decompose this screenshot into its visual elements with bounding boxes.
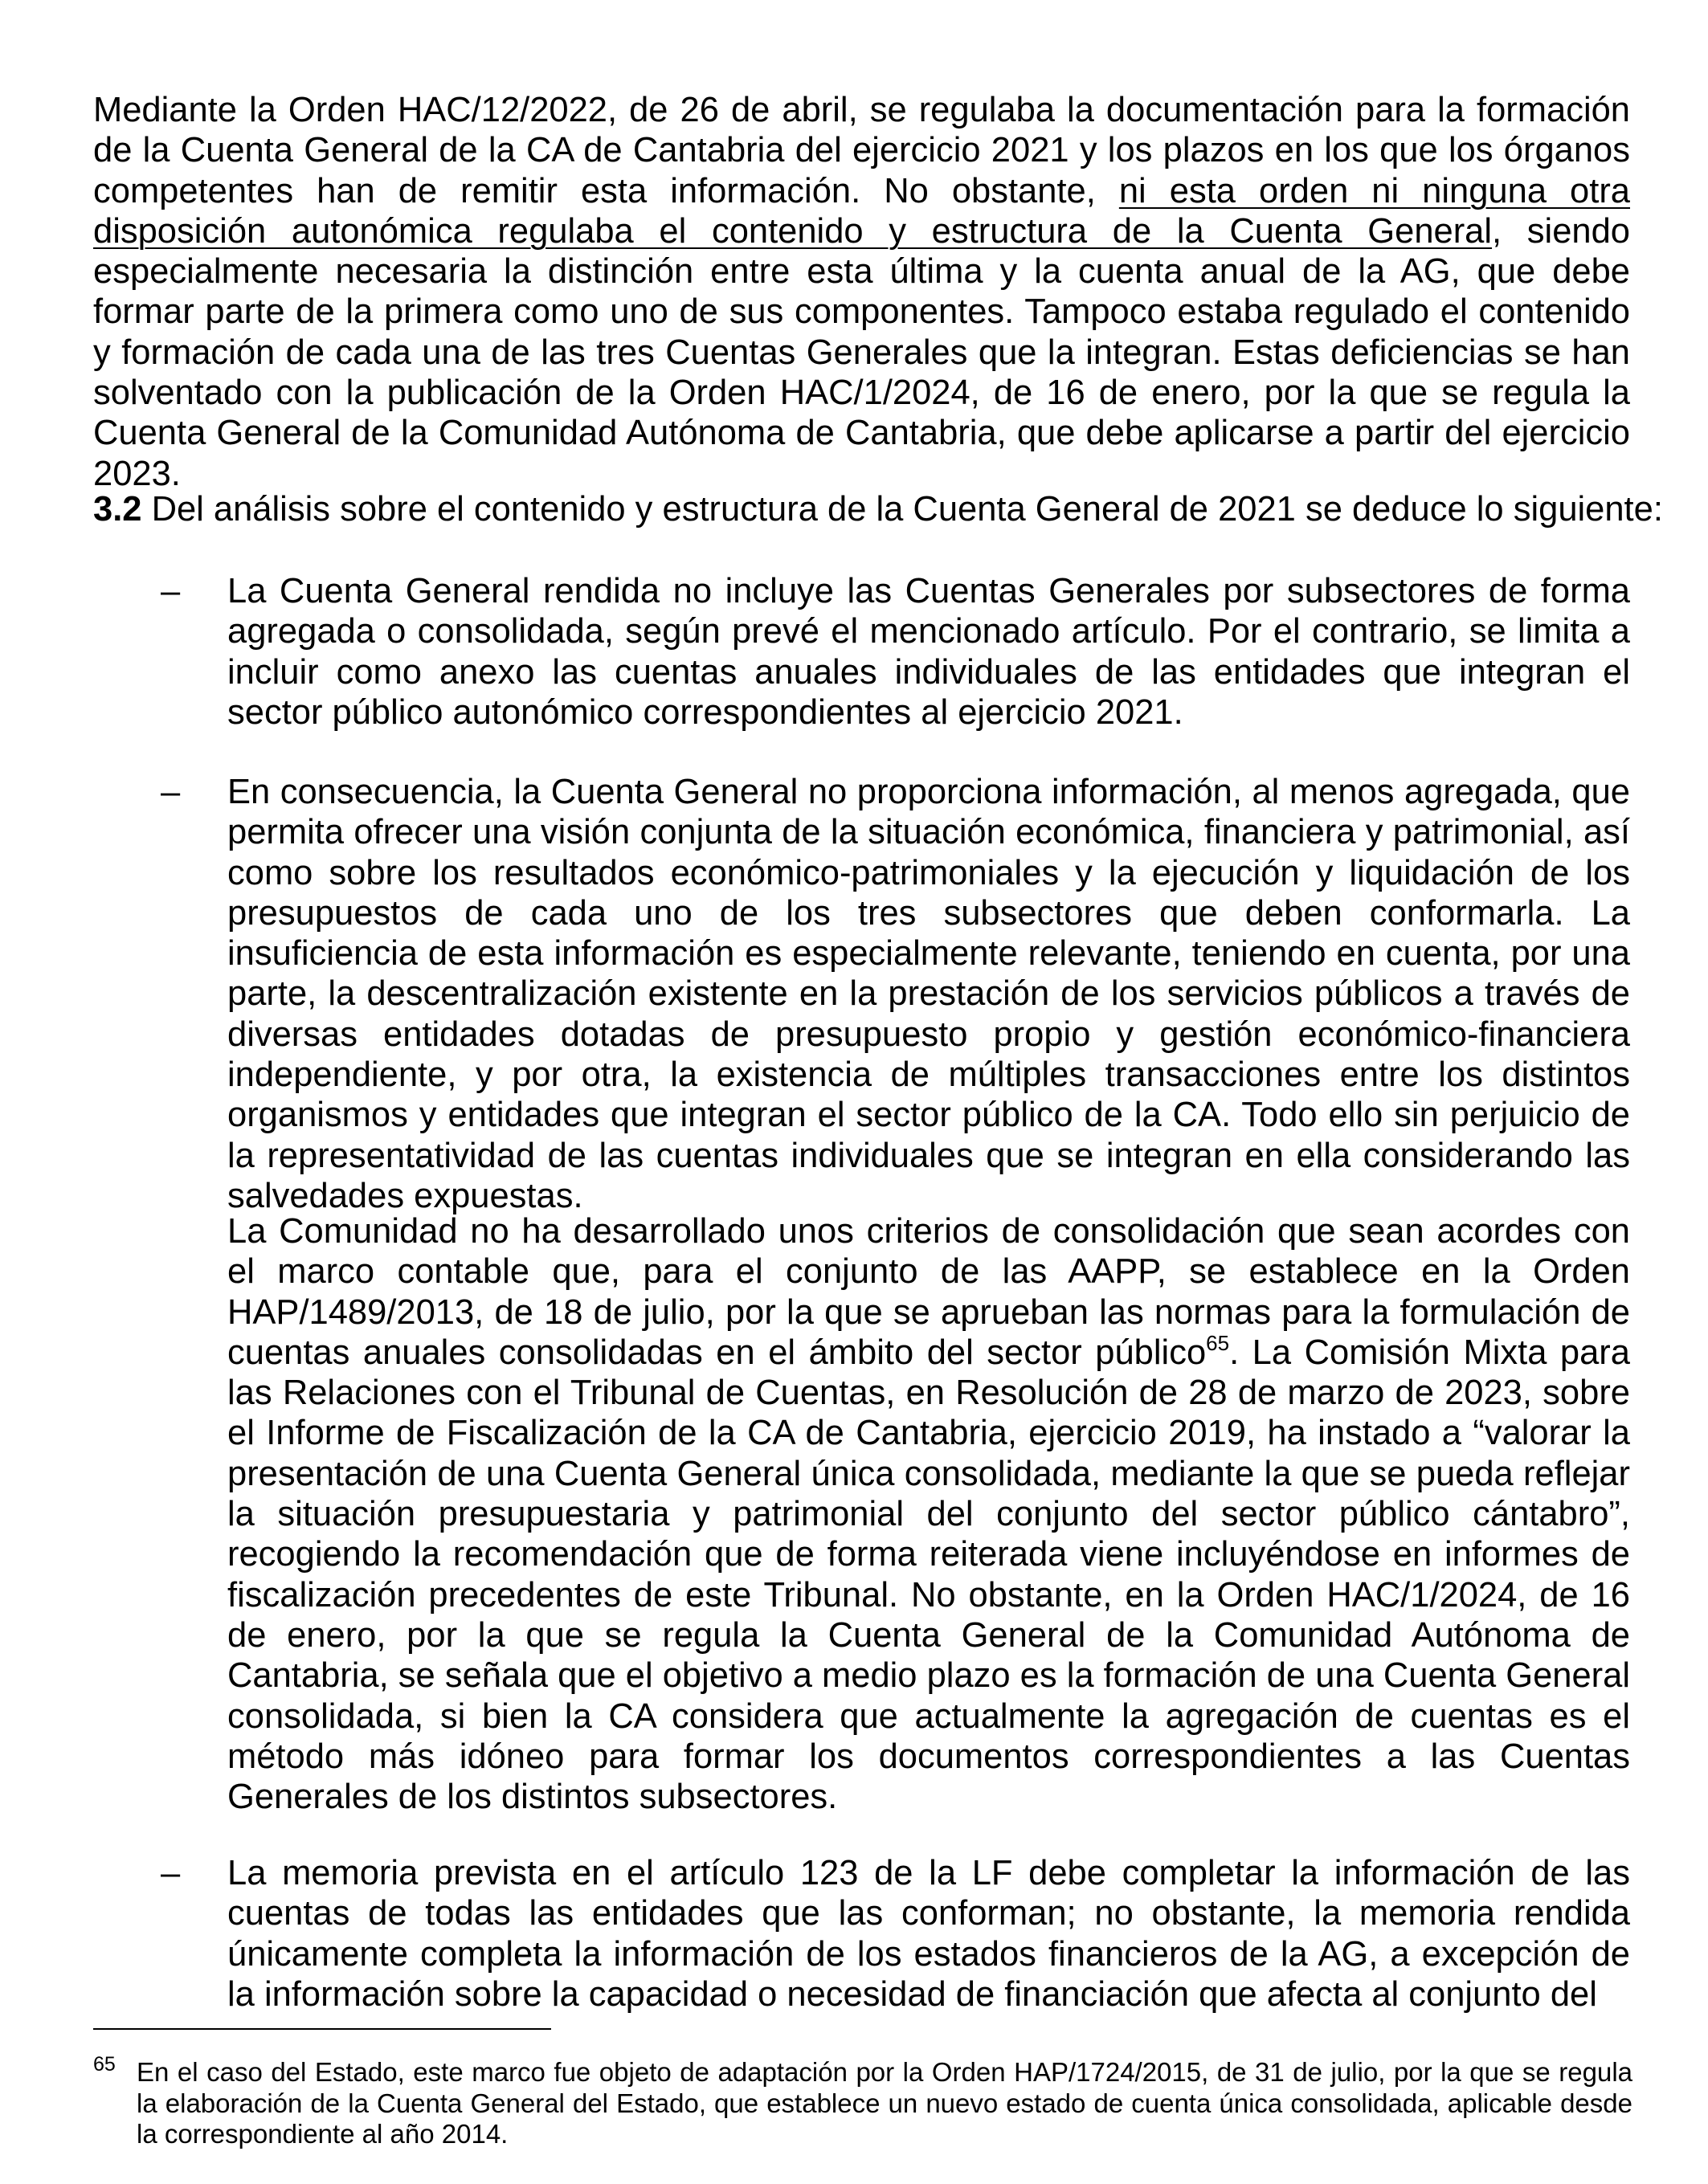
- bullet-dash-2: –: [161, 773, 181, 811]
- bullet-item-3: La memoria prevista en el artículo 123 de la LF debe completar la información de las cuentas de todas las entidades que las conforman; no obstante, la memoria rendida únicamente completa la información de los estados financieros de la AG, a excepción de la información sobre la capacidad o necesidad de financiación que afecta al conjunto del: [227, 1854, 1630, 2014]
- footnote-separator: [93, 2028, 551, 2030]
- intro-text-start: Mediante la Orden HAC/12/2022, de 26 de abril, se regulaba la documentación para la formación de la Cuenta General de la CA de Cantabria del ejercicio 2021 y los plazos en los que los órganos competentes han de remitir esta información. No obstante,: [93, 91, 1630, 210]
- footnote-reference[interactable]: 65: [1206, 1330, 1230, 1355]
- section-text: Del análisis sobre el contenido y estructura de la Cuenta General de 2021 se deduce lo siguiente:: [141, 490, 1663, 529]
- bullet-dash-3: –: [161, 1854, 181, 1892]
- footnote-number: 65: [93, 2053, 116, 2076]
- section-number: 3.2: [93, 490, 142, 529]
- intro-underlined-text: ni esta orden ni ninguna otra disposición autonómica regulaba el contenido y estructura de la Cuenta General: [93, 171, 1630, 251]
- intro-paragraph: [93, 90, 1630, 494]
- footnote-text: En el caso del Estado, este marco fue objeto de adaptación por la Orden HAP/1724/2015, de 31 de julio, por la que se regula la elaboración de la Cuenta General del Estado, que establece un nuevo estado de cuenta única consolidada, aplicable desde la correspondiente al año 2014.: [137, 2057, 1632, 2149]
- bullet-dash-1: –: [161, 572, 181, 610]
- continuation-text-end: . La Comisión Mixta para las Relaciones con el Tribunal de Cuentas, en Resolución de 28 de marzo de 2023, sobre el Informe de Fiscalización de la CA de Cantabria, ejercicio 2019, ha instado a “valorar la presentación de una Cuenta General única consolidada, mediante la que se pueda reflejar la situación presupuestaria y patrimonial del conjunto del sector público cántabro”, recogiendo la recomendación que de forma reiterada viene incluyéndose en informes de fiscalización precedentes de este Tribunal. No obstante, en la Orden HAC/1/2024, de 16 de enero, por la que se regula la Cuenta General de la Comunidad Autónoma de Cantabria, se señala que el objetivo a medio plazo es la formación de una Cuenta General consolidada, si bien la CA considera que actualmente la agregación de cuentas es el método más idóneo para formar los documentos correspondientes a las Cuentas Generales de los distintos subsectores.: [227, 1333, 1630, 1817]
- bullet-item-2-continuation: [227, 1211, 1630, 1817]
- bullet-item-1: La Cuenta General rendida no incluye las Cuentas Generales por subsectores de forma agregada o consolidada, según prevé el mencionado artículo. Por el contrario, se limita a incluir como anexo las cuentas anuales individuales de las entidades que integran el sector público autonómico correspondientes al ejercicio 2021.: [227, 572, 1630, 732]
- continuation-text-start: La Comunidad no ha desarrollado unos criterios de consolidación que sean acordes con el marco contable que, para el conjunto de las AAPP, se establece en la Orden HAP/1489/2013, de 18 de julio, por la que se aprueban las normas para la formulación de cuentas anuales consolidadas en el ámbito del sector público: [227, 1212, 1630, 1372]
- intro-text-end: , siendo especialmente necesaria la distinción entre esta última y la cuenta anual de la AG, que debe formar parte de la primera como uno de sus componentes. Tampoco estaba regulado el contenido y formación de cada una de las tres Cuentas Generales que la integran. Estas deficiencias se han solventado con la publicación de la Orden HAC/1/2024, de 16 de enero, por la que se regula la Cuenta General de la Comunidad Autónoma de Cantabria, que debe aplicarse a partir del ejercicio 2023.: [93, 211, 1630, 493]
- section-3-2-heading: [93, 489, 1663, 529]
- bullet-item-2: En consecuencia, la Cuenta General no proporciona información, al menos agregada, que permita ofrecer una visión conjunta de la situación económica, financiera y patrimonial, así como sobre los resultados económico-patrimoniales y la ejecución y liquidación de los presupuestos de cada uno de los tres subsectores que deben conformarla. La insuficiencia de esta información es especialmente relevante, teniendo en cuenta, por una parte, la descentralización existente en la prestación de los servicios públicos a través de diversas entidades dotadas de presupuesto propio y gestión económico-financiera independiente, y por otra, la existencia de múltiples transacciones entre los distintos organismos y entidades que integran el sector público de la CA. Todo ello sin perjuicio de la representatividad de las cuentas individuales que se integran en ella considerando las salvedades expuestas.: [227, 773, 1630, 1215]
